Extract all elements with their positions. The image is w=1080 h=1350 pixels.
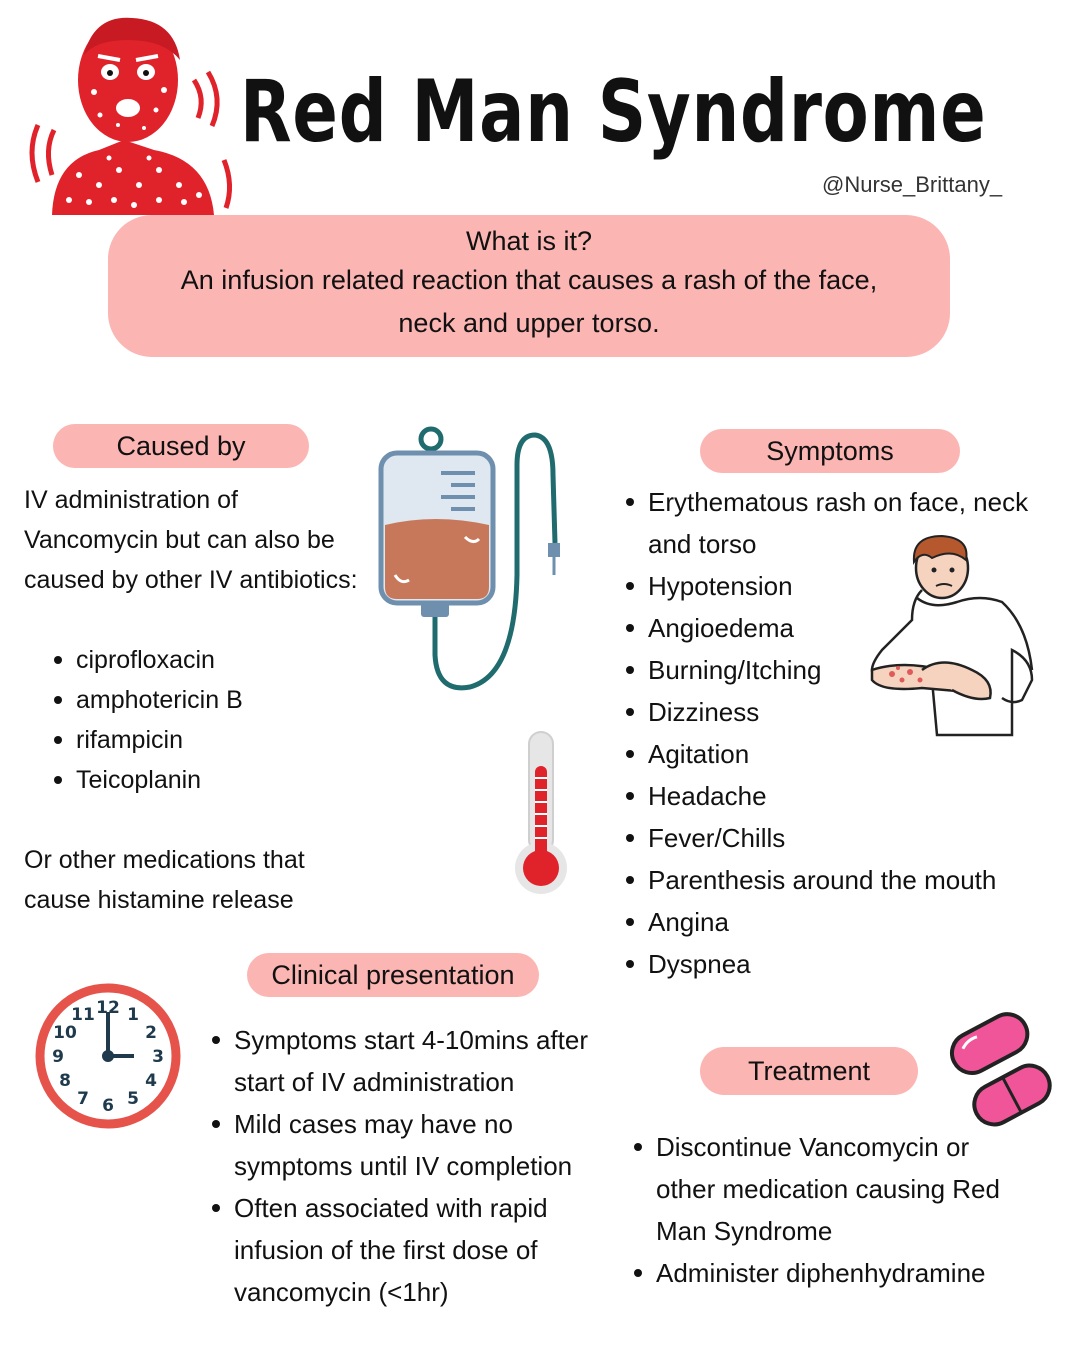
- list-item: Administer diphenhydramine: [630, 1252, 1010, 1294]
- clock-number: 9: [52, 1047, 64, 1067]
- caused-by-intro: IV administration of Vancomycin but can also be caused by other IV antibiotics:: [24, 486, 358, 594]
- treatment-list: [630, 1126, 1010, 1294]
- list-item: Angioedema: [622, 607, 1062, 649]
- caused-by-heading: Caused by: [53, 424, 309, 468]
- clock-number: 1: [127, 1005, 139, 1025]
- list-item: Headache: [622, 775, 1062, 817]
- list-item: Discontinue Vancomycin or other medication causing Red Man Syndrome: [630, 1126, 1010, 1252]
- definition-question: What is it?: [465, 226, 593, 256]
- caused-by-list: [50, 640, 350, 800]
- page-title: Red Man Syndrome: [240, 62, 987, 162]
- author-handle: @Nurse_Brittany_: [822, 172, 1003, 197]
- definition-box: [108, 215, 950, 357]
- iv-bag-icon: [375, 425, 575, 700]
- list-item: Hypotension: [622, 565, 1062, 607]
- list-item: Burning/Itching: [622, 649, 1062, 691]
- list-item: ciprofloxacin: [50, 640, 350, 680]
- list-item: amphotericin B: [50, 680, 350, 720]
- clock-number: 6: [102, 1096, 114, 1116]
- clock-number: 11: [71, 1005, 95, 1025]
- clock-number: 12: [96, 998, 120, 1018]
- clock-number: 2: [145, 1023, 157, 1043]
- list-item: Dizziness: [622, 691, 1062, 733]
- list-item: Teicoplanin: [50, 760, 350, 800]
- list-item: Mild cases may have no symptoms until IV completion: [208, 1103, 618, 1187]
- list-item: Often associated with rapid infusion of the first dose of vancomycin (<1hr): [208, 1187, 618, 1313]
- red-rash-man-icon: [24, 10, 249, 220]
- list-item: Agitation: [622, 733, 1062, 775]
- treatment-heading: Treatment: [700, 1047, 918, 1095]
- caused-by-outro: Or other medications that cause histamine release: [24, 846, 305, 914]
- thermometer-icon: [512, 728, 572, 898]
- list-item: Erythematous rash on face, neck and torso: [622, 481, 1062, 565]
- list-item: Symptoms start 4-10mins after start of IV administration: [208, 1019, 618, 1103]
- list-item: Dyspnea: [622, 943, 1062, 985]
- list-item: Fever/Chills: [622, 817, 1062, 859]
- pills-icon: [942, 1015, 1057, 1125]
- itching-person-icon: [862, 530, 1040, 740]
- list-item: Angina: [622, 901, 1062, 943]
- clock-number: 4: [145, 1071, 157, 1091]
- clock-number: 8: [59, 1071, 71, 1091]
- clock-icon: [34, 982, 182, 1130]
- clinical-list: [208, 1019, 618, 1313]
- list-item: rifampicin: [50, 720, 350, 760]
- definition-answer: An infusion related reaction that causes a rash of the face, neck and upper torso.: [180, 265, 878, 338]
- list-item: Parenthesis around the mouth: [622, 859, 1062, 901]
- clock-number: 3: [152, 1047, 164, 1067]
- clock-number: 7: [77, 1089, 89, 1109]
- clock-number: 10: [53, 1023, 77, 1043]
- symptoms-heading: Symptoms: [700, 429, 960, 473]
- clinical-heading: Clinical presentation: [247, 953, 539, 997]
- clock-number: 5: [127, 1089, 139, 1109]
